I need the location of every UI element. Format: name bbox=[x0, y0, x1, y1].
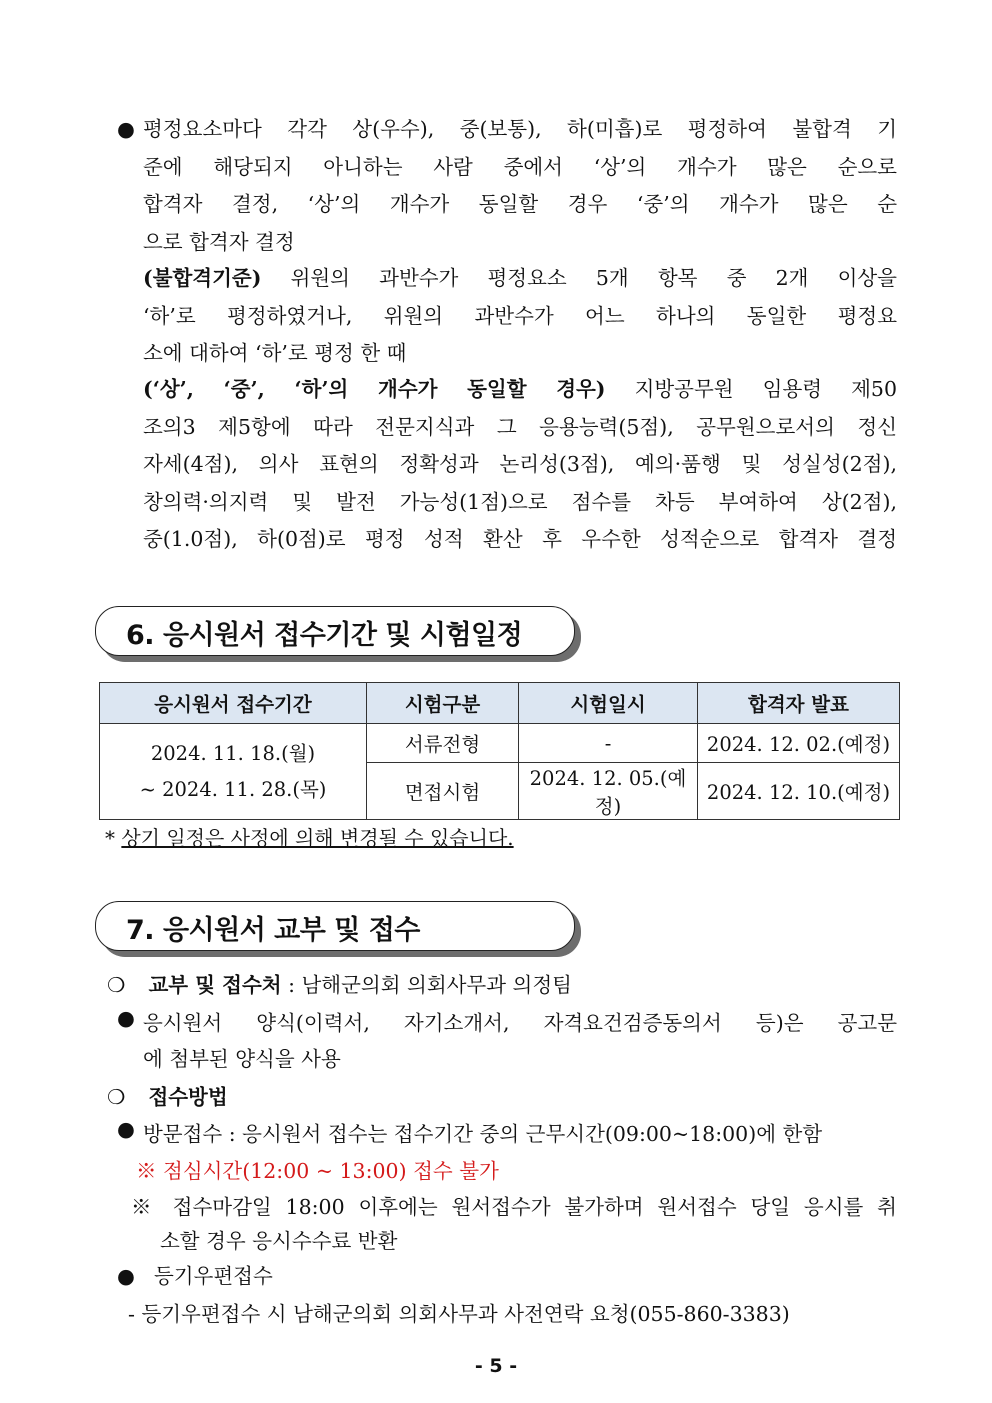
text-line bbox=[143, 260, 897, 298]
place-label: 교부 및 접수처 bbox=[148, 973, 282, 997]
text-line: 자세(4점), 의사 표현의 정확성과 논리성(3점), 예의·품행 및 성실성(2점), bbox=[143, 452, 897, 476]
place-row bbox=[107, 968, 572, 998]
text-line: 창의력·의지력 및 발전 가능성(1점)으로 점수를 차등 부여하여 상(2점), bbox=[143, 489, 897, 514]
bullet-icon: ● bbox=[117, 1117, 135, 1141]
deadline-note bbox=[131, 1190, 897, 1220]
text-line: ※ 접수마감일 18:00 이후에는 원서접수가 불가하며 원서접수 당일 응시를 취 bbox=[131, 1195, 897, 1219]
header-period: 응시원서 접수기간 bbox=[100, 683, 367, 724]
fail-criteria-label: (불합격기준) bbox=[143, 266, 262, 290]
text-line: 평정요소마다 각각 상(우수), 중(보통), 하(미흡)로 평정하여 불합격 기 bbox=[143, 117, 897, 141]
announce-cell: 2024. 12. 02.(예정) bbox=[698, 724, 900, 763]
mail-text: 등기우편접수 bbox=[153, 1264, 273, 1288]
fail-criteria-paragraph bbox=[117, 260, 897, 373]
tie-rule-paragraph bbox=[117, 371, 897, 559]
note-mark: * bbox=[105, 826, 115, 850]
section-6-title: 6. 응시원서 접수기간 및 시험일정 bbox=[126, 620, 523, 651]
mail-row bbox=[117, 1259, 273, 1289]
form-row-continued bbox=[143, 1042, 341, 1072]
text-fragment: 위원의 과반수가 평정요소 5개 항목 중 2개 이상을 bbox=[261, 266, 897, 290]
text-line: 합격자 결정, ‘상’의 개수가 동일할 경우 ‘중’의 개수가 많은 순 bbox=[143, 192, 897, 216]
method-row bbox=[107, 1080, 228, 1110]
lunch-warning bbox=[136, 1154, 499, 1184]
deadline-note-continued bbox=[160, 1224, 397, 1254]
type-cell: 면접시험 bbox=[367, 763, 519, 820]
type-cell: 서류전형 bbox=[367, 724, 519, 763]
circle-bullet-icon: ❍ bbox=[107, 1085, 126, 1109]
text-line: 중(1.0점), 하(0점)로 평정 성적 환산 후 우수한 성적순으로 합격자 결정 bbox=[143, 527, 897, 551]
visit-row bbox=[117, 1117, 897, 1147]
period-start: 2024. 11. 18.(월) bbox=[150, 741, 316, 765]
header-date: 시험일시 bbox=[519, 683, 698, 724]
bullet-icon: ● bbox=[117, 1264, 135, 1288]
text-line: 응시원서 양식(이력서, 자기소개서, 자격요건검증동의서 등)은 공고문 bbox=[143, 1011, 897, 1035]
mail-note bbox=[128, 1297, 790, 1327]
text-line: 에 첨부된 양식을 사용 bbox=[143, 1047, 341, 1071]
period-end: ~ 2024. 11. 28.(목) bbox=[139, 777, 327, 801]
visit-text: 방문접수 : 응시원서 접수는 접수기간 중의 근무시간(09:00~18:00)에 한함 bbox=[143, 1122, 823, 1146]
schedule-table bbox=[99, 682, 900, 820]
table-row bbox=[100, 724, 900, 763]
circle-bullet-icon: ❍ bbox=[107, 973, 126, 997]
date-cell: - bbox=[519, 724, 698, 763]
mail-note-text: - 등기우편접수 시 남해군의회 의회사무과 사전연락 요청(055-860-3383) bbox=[128, 1302, 790, 1326]
text-line: 으로 합격자 결정 bbox=[143, 229, 295, 254]
section-7-title: 7. 응시원서 교부 및 접수 bbox=[126, 915, 420, 946]
text-line: 소에 대하여 ‘하’로 평정 한 때 bbox=[143, 341, 407, 365]
text-line: 조의3 제5항에 따라 전문지식과 그 응용능력(5점), 공무원으로서의 정신 bbox=[143, 414, 897, 439]
note-text: 상기 일정은 사정에 의해 변경될 수 있습니다. bbox=[121, 826, 514, 850]
section-6-heading bbox=[95, 606, 575, 656]
section-7-heading bbox=[95, 901, 575, 951]
place-value: : 남해군의회 의회사무과 의정팀 bbox=[281, 973, 572, 997]
tie-rule-label: (‘상’, ‘중’, ‘하’의 개수가 동일할 경우) bbox=[143, 377, 606, 401]
bullet-icon: ● bbox=[117, 117, 135, 141]
announce-cell: 2024. 12. 10.(예정) bbox=[698, 763, 900, 820]
date-cell: 2024. 12. 05.(예정) bbox=[519, 763, 698, 820]
text-line: 준에 해당되지 아니하는 사람 중에서 ‘상’의 개수가 많은 순으로 bbox=[143, 154, 897, 179]
period-cell bbox=[100, 724, 367, 820]
text-line: ‘하’로 평정하였거나, 위원의 과반수가 어느 하나의 동일한 평정요 bbox=[143, 303, 897, 328]
text-line: 소할 경우 응시수수료 반환 bbox=[160, 1229, 398, 1253]
bullet-icon: ● bbox=[117, 1006, 135, 1030]
header-type: 시험구분 bbox=[367, 683, 519, 724]
lunch-text: ※ 점심시간(12:00 ~ 13:00) 접수 불가 bbox=[136, 1159, 499, 1183]
header-announce: 합격자 발표 bbox=[698, 683, 900, 724]
table-header-row bbox=[100, 683, 900, 724]
form-row bbox=[117, 1006, 897, 1036]
evaluation-paragraph bbox=[117, 111, 897, 261]
method-label: 접수방법 bbox=[148, 1085, 228, 1109]
text-line bbox=[143, 371, 897, 409]
schedule-note bbox=[105, 822, 514, 851]
page-number: - 5 - bbox=[474, 1355, 518, 1377]
text-fragment: 지방공무원 임용령 제50 bbox=[605, 377, 897, 401]
